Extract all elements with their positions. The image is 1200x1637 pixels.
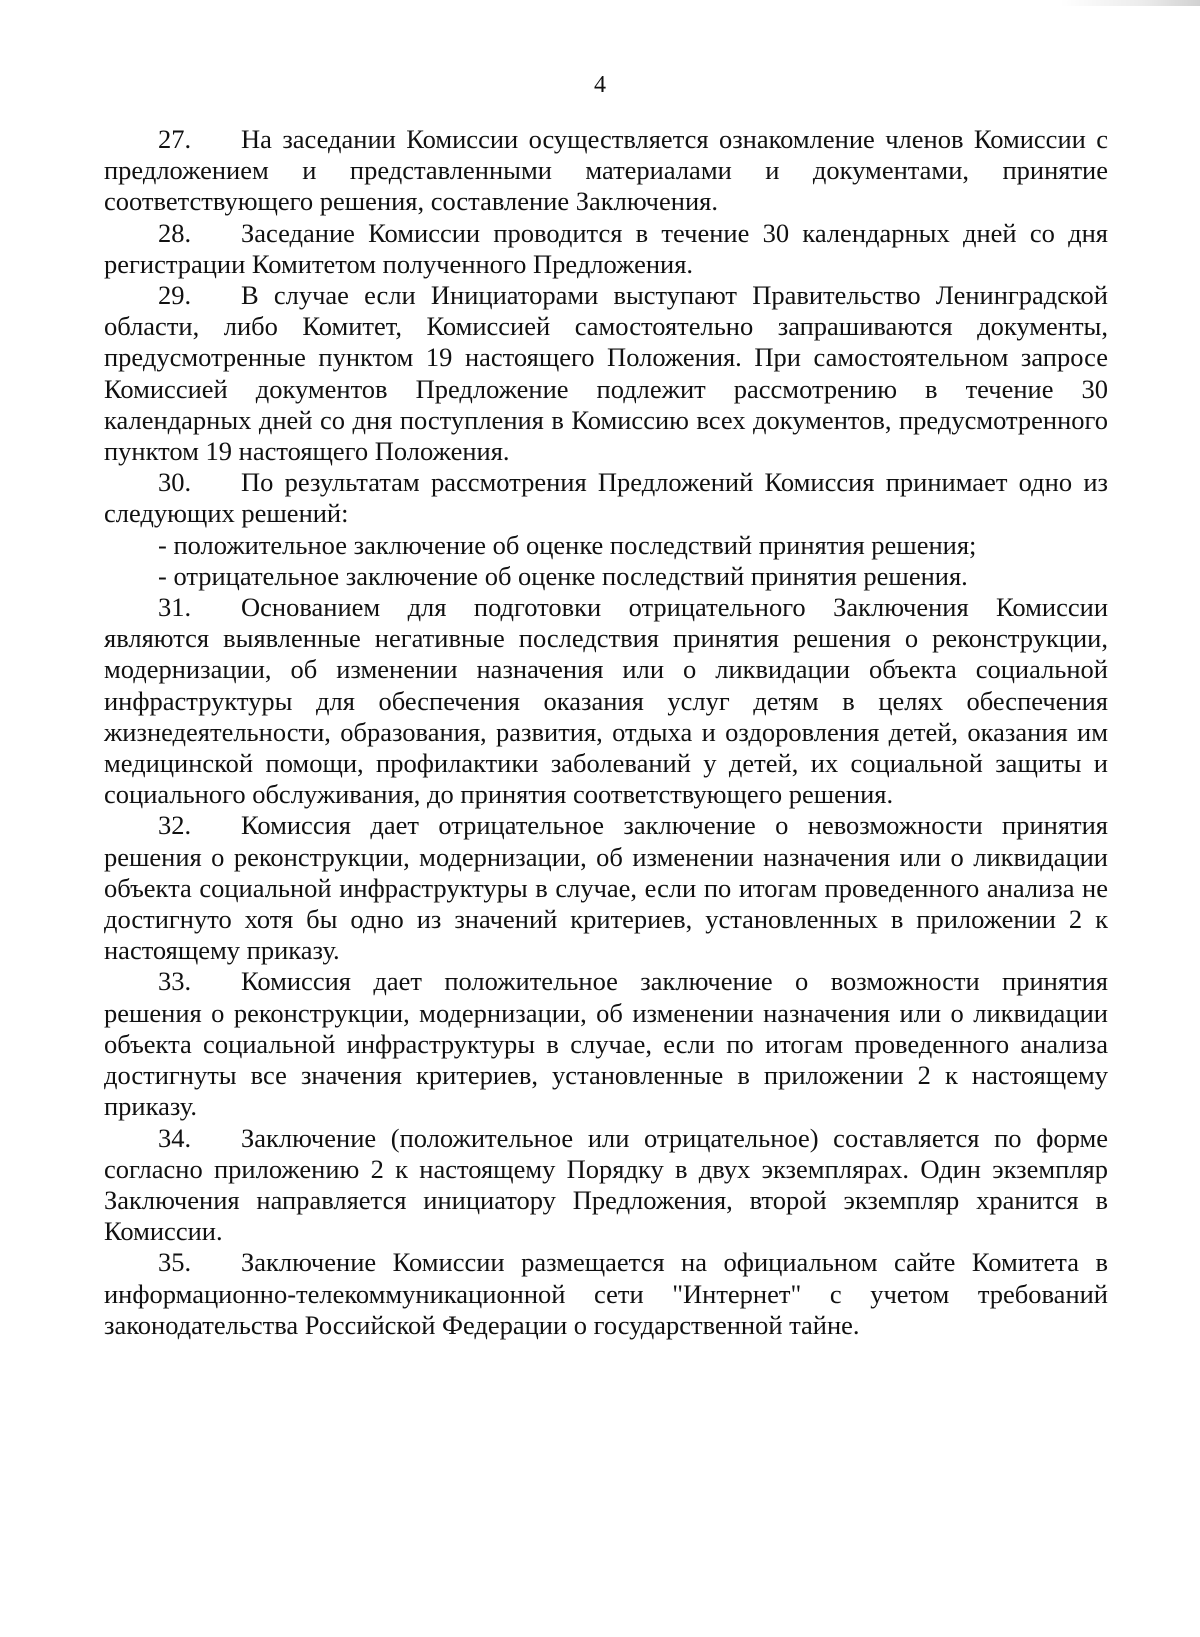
paragraph-29: [104, 280, 1108, 467]
paragraph-33: [104, 966, 1108, 1122]
paragraph-text: Заключение Комиссии размещается на официальном сайте Комитета в информационно-телекоммуникационной сети "Интернет" с учетом требований законодательства Российской Федерации о государственной тайне.: [104, 1247, 1108, 1340]
paragraph-number: 30.: [158, 467, 192, 498]
decision-negative: - отрицательное заключение об оценке последствий принятия решения.: [158, 560, 968, 591]
paragraph-number: 31.: [158, 592, 192, 623]
paragraph-number: 28.: [158, 217, 192, 248]
paragraph-number: 32.: [158, 810, 192, 841]
paragraph-text: Комиссия дает отрицательное заключение о невозможности принятия решения о реконструкции, модернизации, об изменении назначения или о ликвидации объекта социальной инфраструктуры в случае, если по итогам проведенного анализа не достигнуто хотя бы одно из значений критериев, установленных в приложении 2 к настоящему приказу.: [104, 810, 1108, 966]
paragraph-text: По результатам рассмотрения Предложений Комиссия принимает одно из следующих решений:: [104, 467, 1108, 529]
document-body: [104, 124, 1108, 1341]
paragraph-27: [104, 124, 1108, 218]
paragraph-number: 34.: [158, 1122, 192, 1153]
paragraph-number: 29.: [158, 280, 192, 311]
paragraph-35: [104, 1247, 1108, 1341]
paragraph-text: Основанием для подготовки отрицательного Заключения Комиссии являются выявленные негативные последствия принятия решения о реконструкции, модернизации, об изменении назначения или о ликвидации объекта социальной инфраструктуры для обеспечения оказания услуг детям в целях обеспечения жизнедеятельности, образования, развития, отдыха и оздоровления детей, оказания им медицинской помощи, профилактики заболеваний у детей, их социальной защиты и социального обслуживания, до принятия соответствующего решения.: [104, 592, 1108, 810]
paragraph-text: Заседание Комиссии проводится в течение 30 календарных дней со дня регистрации Комитетом полученного Предложения.: [104, 217, 1108, 279]
paragraph-number: 35.: [158, 1247, 192, 1278]
paragraph-31: [104, 592, 1108, 810]
paragraph-28: [104, 218, 1108, 280]
paragraph-number: 33.: [158, 966, 192, 997]
paragraph-32: [104, 810, 1108, 966]
paragraph-text: В случае если Инициаторами выступают Правительство Ленинградской области, либо Комитет, Комиссией самостоятельно запрашиваются документы, предусмотренные пунктом 19 настоящего Положения. При самостоятельном запросе Комиссией документов Предложение подлежит рассмотрению в течение 30 календарных дней со дня поступления в Комиссию всех документов, предусмотренного пунктом 19 настоящего Положения.: [104, 280, 1108, 467]
paragraph-30: [104, 467, 1108, 529]
paragraph-text: Заключение (положительное или отрицательное) составляется по форме согласно приложению 2 к настоящему Порядку в двух экземплярах. Один экземпляр Заключения направляется инициатору Предложения, второй экземпляр хранится в Комиссии.: [104, 1122, 1108, 1247]
paragraph-text: На заседании Комиссии осуществляется ознакомление членов Комиссии с предложением и представленными материалами и документами, принятие соответствующего решения, составление Заключения.: [104, 124, 1108, 217]
scan-edge-mark: [1060, 0, 1200, 6]
paragraph-34: [104, 1123, 1108, 1248]
decision-positive: - положительное заключение об оценке последствий принятия решения;: [158, 529, 977, 560]
paragraph-text: Комиссия дает положительное заключение о возможности принятия решения о реконструкции, модернизации, об изменении назначения или о ликвидации объекта социальной инфраструктуры в случае, если по итогам проведенного анализа достигнуты все значения критериев, установленные в приложении 2 к настоящему приказу.: [104, 966, 1108, 1122]
page-number: 4: [594, 72, 606, 98]
paragraph-number: 27.: [158, 124, 192, 154]
